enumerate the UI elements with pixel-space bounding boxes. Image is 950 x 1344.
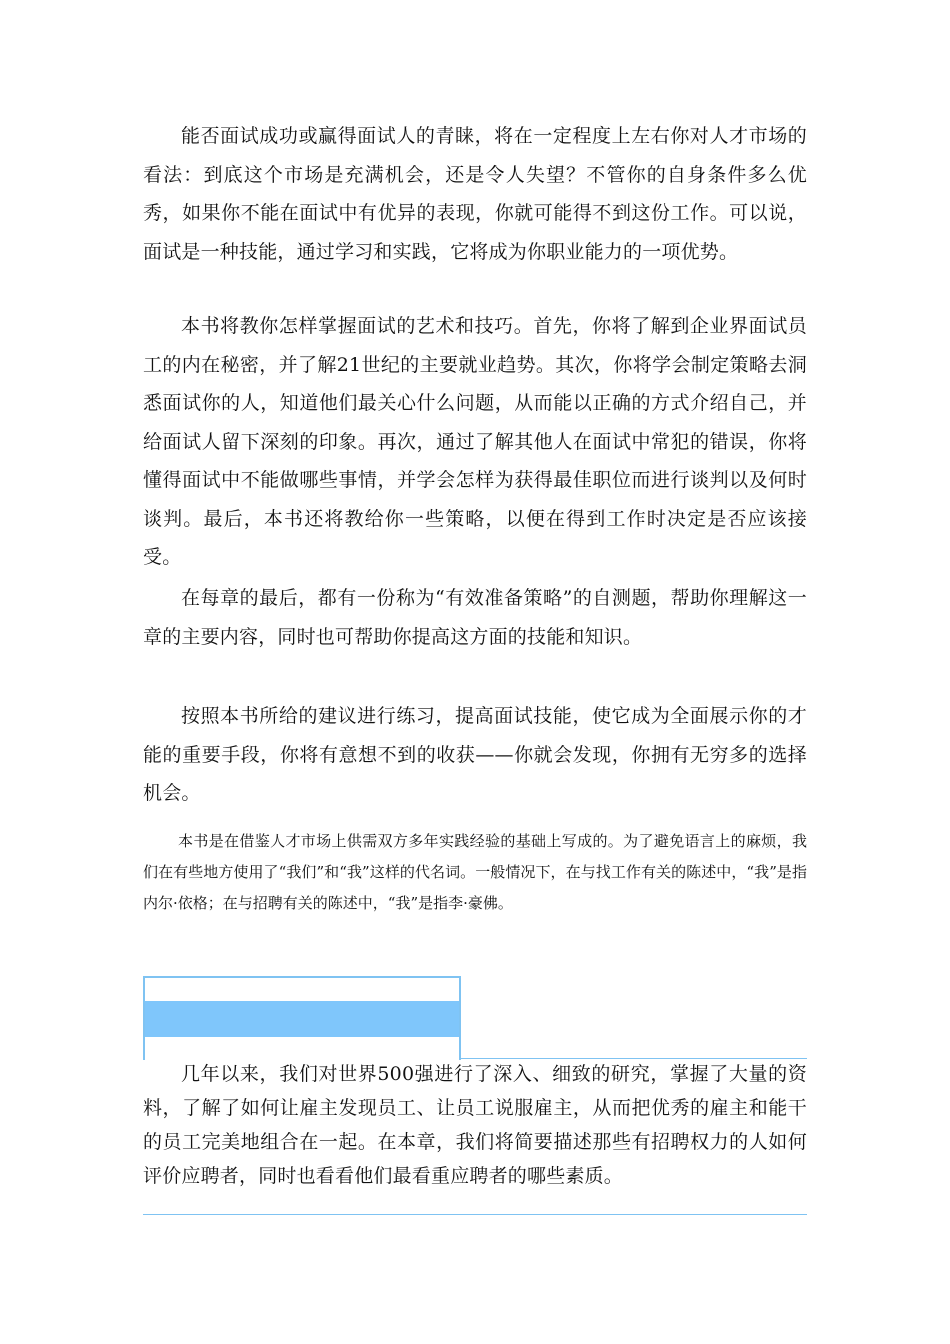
intro-paragraph-2: 本书将教你怎样掌握面试的艺术和技巧。首先，你将了解到企业界面试员工的内在秘密，并了解21世纪的主要就业趋势。其次，你将学会制定策略去洞悉面试你的人，知道他们最关心什么问题，从而能以正确的方式介绍自己，并给面试人留下深刻的印象。再次，通过了解其他人在面试中常犯的错误，你将懂得面试中不能做哪些事情，并学会怎样为获得最佳职位而进行谈判以及何时谈判。最后，本书还将教给你一些策略，以便在得到工作时决定是否应该接受。: [143, 315, 807, 568]
chapter-header-box: [143, 976, 461, 1060]
intro-paragraph-4: 按照本书所给的建议进行练习，提高面试技能，使它成为全面展示你的才能的重要手段，你将有意想不到的收获——你就会发现，你拥有无穷多的选择机会。: [143, 705, 807, 804]
intro-paragraph-1: 能否面试成功或赢得面试人的青睐，将在一定程度上左右你对人才市场的看法：到底这个市场是充满机会，还是令人失望？不管你的自身条件多么优秀，如果你不能在面试中有优异的表现，你就可能得不到这份工作。可以说，面试是一种技能，通过学习和实践，它将成为你职业能力的一项优势。: [143, 125, 807, 263]
intro-paragraph-3: 在每章的最后，都有一份称为“有效准备策略”的自测题，帮助你理解这一章的主要内容，同时也可帮助你提高这方面的技能和知识。: [143, 587, 807, 648]
author-note: 本书是在借鉴人才市场上供需双方多年实践经验的基础上写成的。为了避免语言上的麻烦，我们在有些地方使用了“我们”和“我”这样的代名词。一般情况下，在与找工作有关的陈述中，“我”是指内尔·依格；在与招聘有关的陈述中，“我”是指李·豪佛。: [143, 832, 807, 912]
bottom-rule: [143, 1214, 807, 1215]
chapter-header-band-divider: [145, 1041, 459, 1043]
chapter-paragraph-1: 几年以来，我们对世界500强进行了深入、细致的研究，掌握了大量的资料，了解了如何让雇主发现员工、让员工说服雇主，从而把优秀的雇主和能干的员工完美地组合在一起。在本章，我们将简要描述那些有招聘权力的人如何评价应聘者，同时也看看他们最看重应聘者的哪些素质。: [143, 1063, 807, 1187]
chapter-header-band: [145, 1001, 459, 1037]
